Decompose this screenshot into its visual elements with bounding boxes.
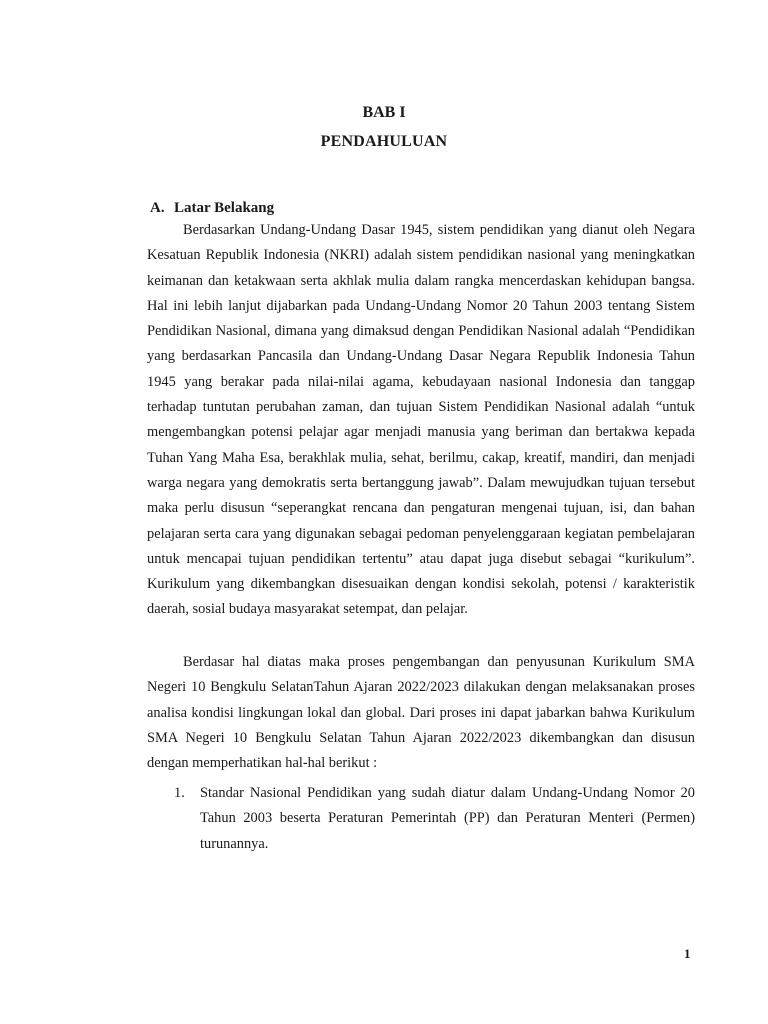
numbered-list — [147, 781, 695, 857]
list-item-text: Standar Nasional Pendidikan yang sudah diatur dalam Undang-Undang Nomor 20 Tahun 2003 beserta Peraturan Pemerintah (PP) dan Peraturan Menteri (Permen) turunannya. — [200, 785, 695, 852]
section-letter: A. — [150, 200, 165, 216]
chapter-title: PENDAHULUAN — [320, 133, 448, 150]
section-title: Latar Belakang — [174, 200, 275, 216]
list-item-number: 1. — [174, 785, 185, 801]
section-heading — [150, 200, 274, 217]
paragraph: Berdasar hal diatas maka proses pengembangan dan penyusunan Kurikulum SMA Negeri 10 Bengkulu SelatanTahun Ajaran 2022/2023 dilakukan dengan melaksanakan proses analisa kondisi lingkungan lokal dan global. Dari proses ini dapat jabarkan bahwa Kurikulum SMA Negeri 10 Bengkulu Selatan Tahun Ajaran 2022/2023 dikembangkan dan disusun dengan memperhatikan hal-hal berikut : — [147, 654, 695, 772]
paragraph: Berdasarkan Undang-Undang Dasar 1945, sistem pendidikan yang dianut oleh Negara Kesatuan Republik Indonesia (NKRI) adalah sistem pendidikan nasional yang meningkatkan keimanan dan ketakwaan serta akhlak mulia dalam rangka mencerdaskan kehidupan bangsa. Hal ini lebih lanjut dijabarkan pada Undang-Undang Nomor 20 Tahun 2003 tentang Sistem Pendidikan Nasional, dimana yang dimaksud dengan Pendidikan Nasional adalah “Pendidikan yang berdasarkan Pancasila dan Undang-Undang Dasar Negara Republik Indonesia Tahun 1945 yang berakar pada nilai-nilai agama, kebudayaan nasional Indonesia dan tanggap terhadap tuntutan perubahan zaman, dan tujuan Sistem Pendidikan Nasional adalah “untuk mengembangkan potensi pelajar agar menjadi manusia yang beriman dan bertakwa kepada Tuhan Yang Maha Esa, berakhlak mulia, sehat, berilmu, cakap, kreatif, mandiri, dan menjadi warga negara yang demokratis serta bertanggung jawab”. Dalam mewujudkan tujuan tersebut maka perlu disusun “seperangkat rencana dan pengaturan mengenai tujuan, isi, dan bahan pelajaran serta cara yang digunakan sebagai pedoman penyelenggaraan kegiatan pembelajaran untuk mencapai tujuan pendidikan tertentu” atau dapat juga disebut sebagai “kurikulum”. Kurikulum yang dikembangkan disesuaikan dengan kondisi sekolah, potensi / karakteristik daerah, sosial budaya masyarakat setempat, dan pelajar. — [147, 222, 695, 618]
list-item — [147, 781, 695, 857]
page-number: 1 — [684, 946, 691, 961]
chapter-number: BAB I — [362, 104, 406, 121]
